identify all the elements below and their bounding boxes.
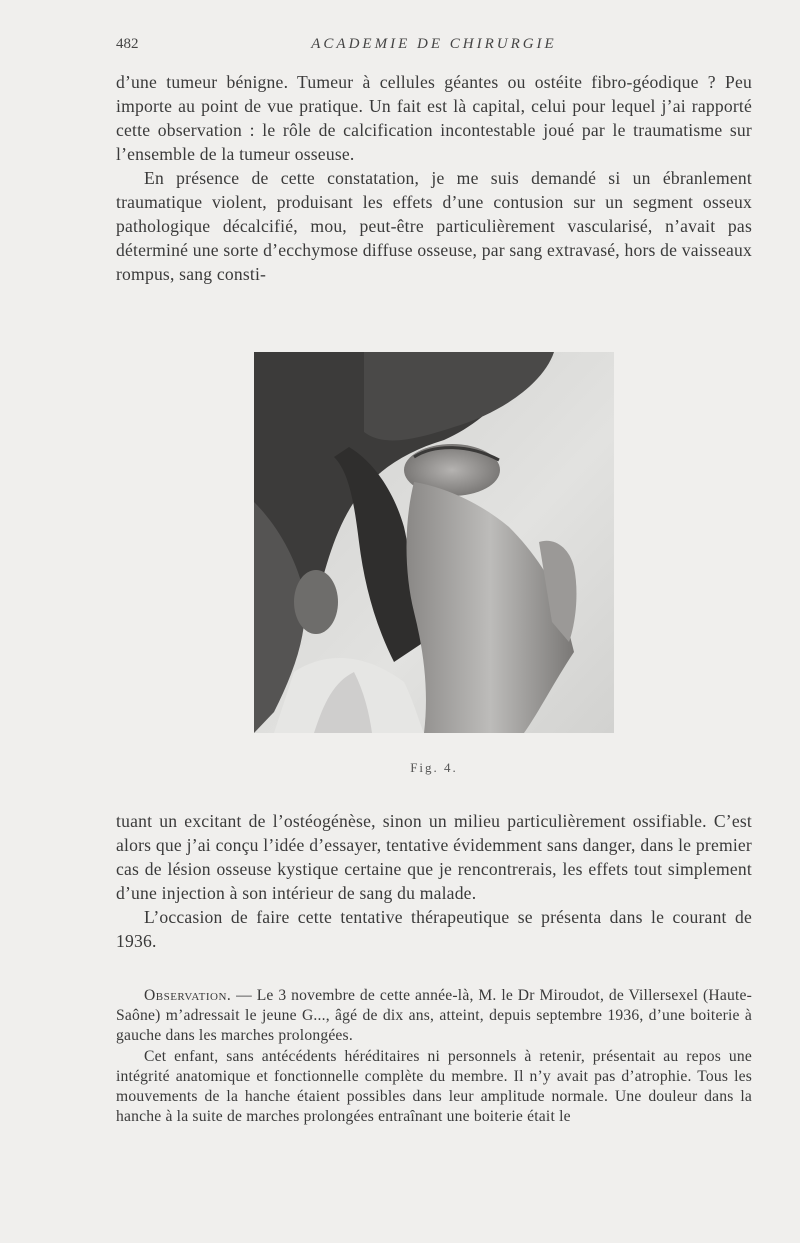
running-title: ACADEMIE DE CHIRURGIE [311, 36, 557, 52]
page-number: 482 [116, 36, 139, 52]
observation-lead: Observation. [144, 987, 232, 1004]
paragraph: tuant un excitant de l’ostéogénèse, sinon un milieu particulièrement ossifiable. C’est alors que j’ai conçu l’idée d’essayer, tentative évidemment sans danger, dans le premier cas de lésion osseuse kystique certaine que je rencontrerais, les effets tout simplement d’une injection à son intérieur de sang du malade. [116, 811, 752, 903]
paragraph: d’une tumeur bénigne. Tumeur à cellules géantes ou ostéite fibro-géodique ? Peu importe au point de vue pratique. Un fait est là capital, celui pour lequel j’ai rapporté cette observation : le rôle de calcification incontestable joué par le traumatisme sur l’ensemble de la tumeur osseuse. [116, 72, 752, 164]
text-block-top [116, 70, 752, 286]
observation-paragraph [116, 986, 752, 1047]
observation-block [116, 986, 752, 1127]
text-block-middle [116, 809, 752, 953]
figure-caption: Fig. 4. [410, 760, 458, 775]
paragraph: Cet enfant, sans antécédents héréditaires ni personnels à retenir, présentait au repos une intégrité anatomique et fonctionnelle complète du membre. Il n’y avait pas d’atrophie. Tous les mouvements de la hanche étaient possibles dans leur amplitude normale. Une douleur dans la hanche à la suite de marches prolongées entraînant une boiterie était le [116, 1047, 752, 1126]
paragraph: En présence de cette constatation, je me suis demandé si un ébranlement traumatique violent, produisant les effets d’une contusion sur un segment osseux pathologique décalcifié, mou, peut-être particulièrement vascularisé, n’avait pas déterminé une sorte d’ecchymose diffuse osseuse, par sang extravasé, hors de vaisseaux rompus, sang consti- [116, 168, 752, 284]
paragraph: L’occasion de faire cette tentative thérapeutique se présenta dans le courant de 1936. [116, 907, 752, 951]
observation-text: — Le 3 novembre de cette année-là, M. le Dr Miroudot, de Villersexel (Haute-Saône) m’adressait le jeune G..., âgé de dix ans, atteint, depuis septembre 1936, d’une boiterie à gauche dans les marches prolongées. [116, 987, 752, 1045]
radiograph-figure [254, 352, 614, 733]
page-header [116, 36, 752, 60]
radiograph-image [254, 352, 614, 733]
